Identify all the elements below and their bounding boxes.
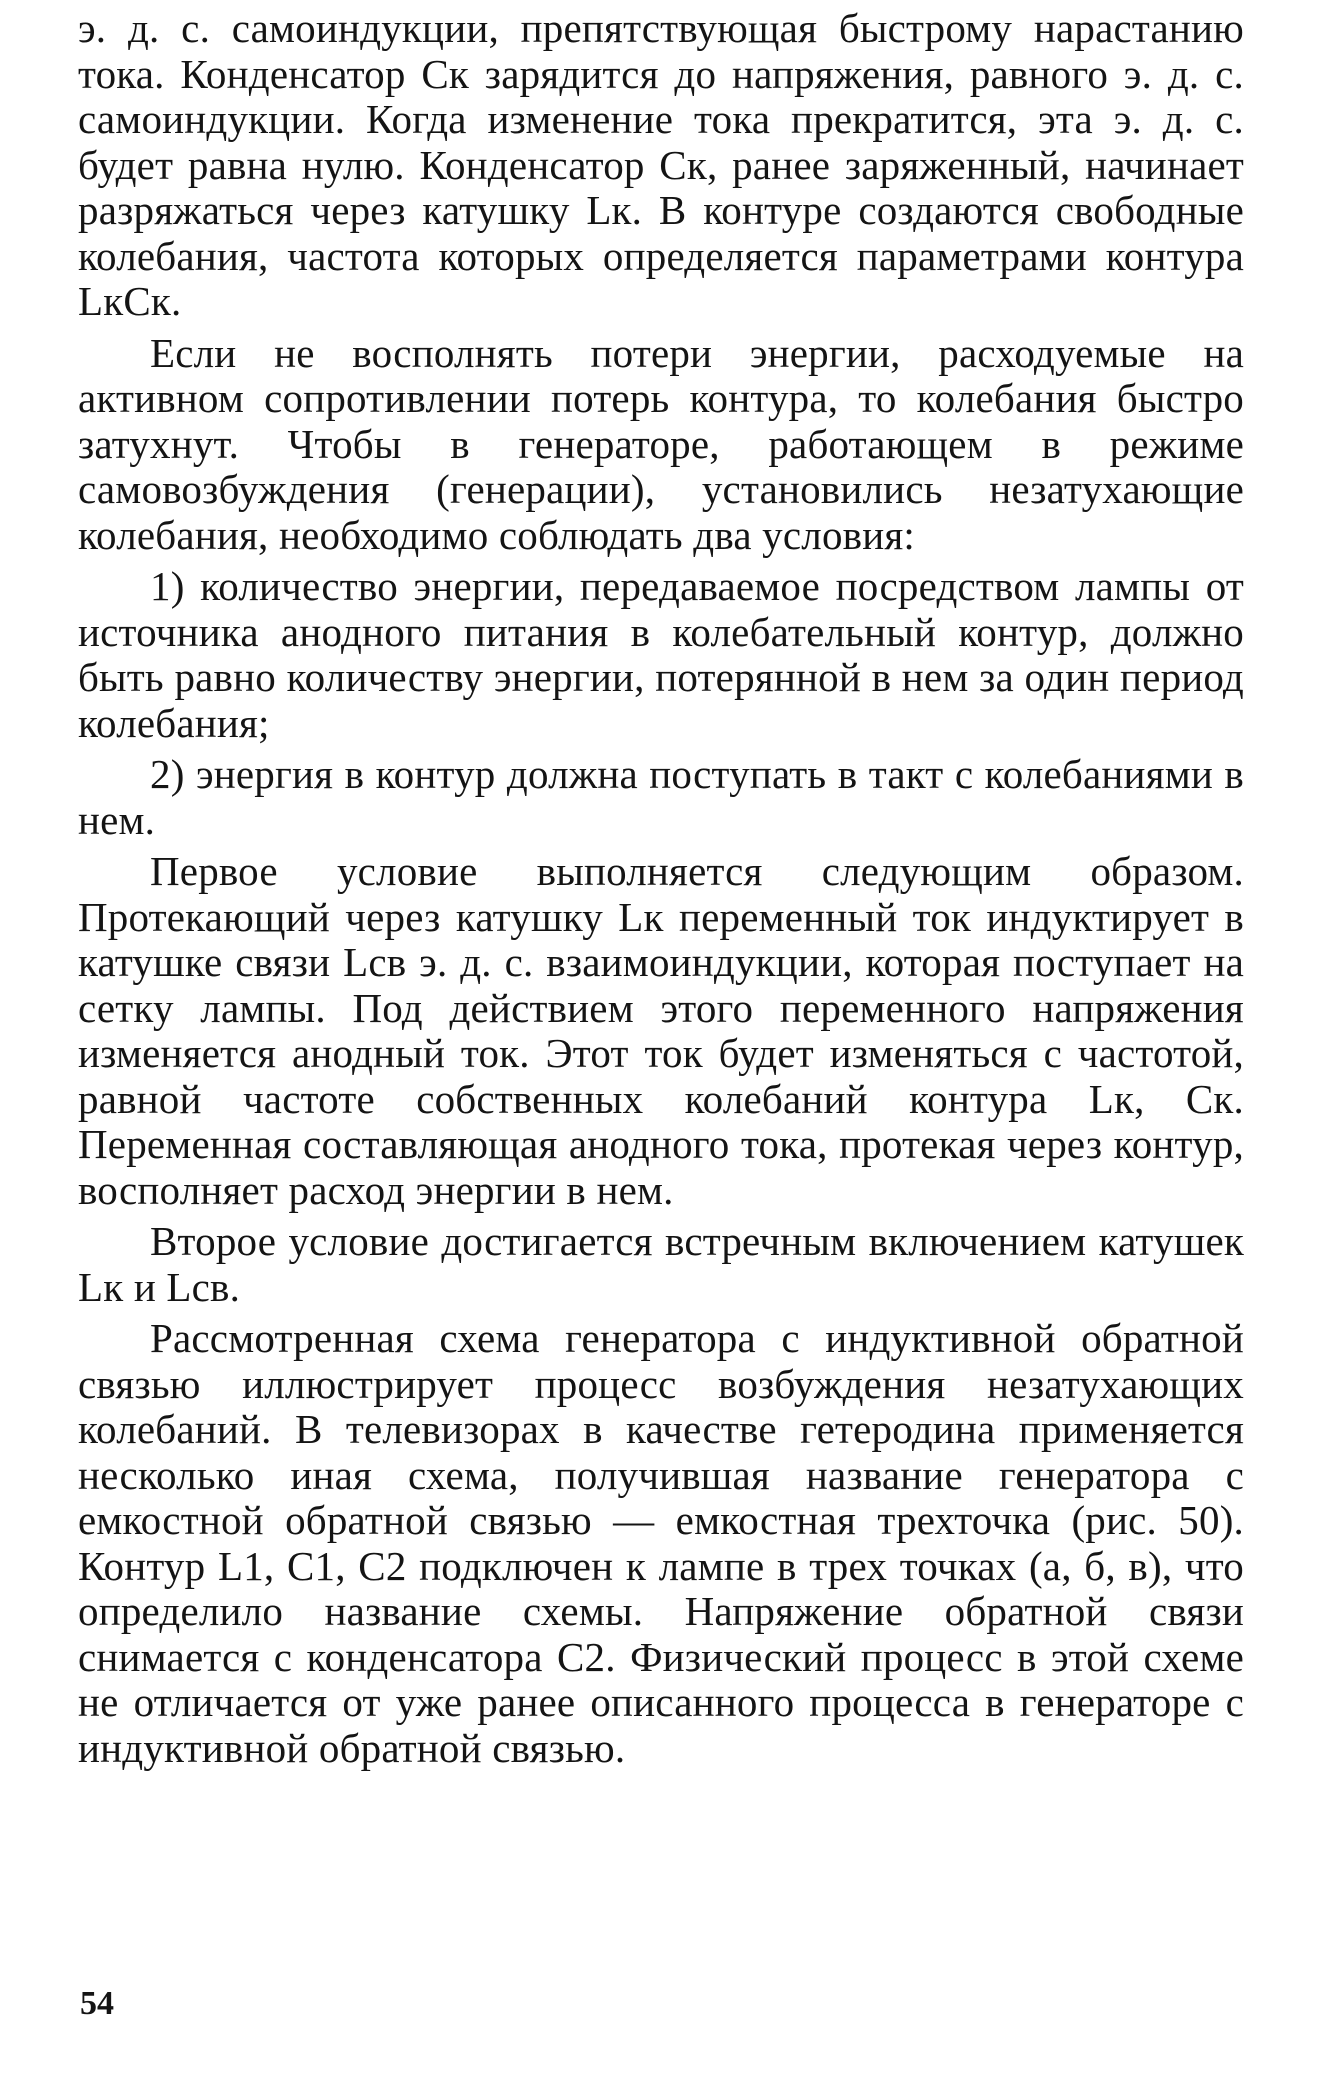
paragraph-second-condition: Второе условие достигается встречным включением катушек Lк и Lсв. [78,1218,1244,1310]
paragraph-continuation: э. д. с. самоиндукции, препятствующая быстрому нарастанию тока. Конденсатор Cк зарядится до напряжения, равного э. д. с. самоиндукции. Когда изменение тока прекратится, эта э. д. с. будет равна нулю. Конденсатор Cк, ранее заряженный, начинает разряжаться через катушку Lк. В контуре создаются свободные колебания, частота которых определяется параметрами контура LкCк. [78,5,1244,324]
page-number: 54 [80,1985,114,2022]
paragraph-energy-losses: Если не восполнять потери энергии, расходуемые на активном сопротивлении потерь контура, то колебания быстро затухнут. Чтобы в генераторе, работающем в режиме самовозбуждения (генерации), установились незатухающие колебания, необходимо соблюдать два условия: [78,329,1244,558]
condition-item-1: 1) количество энергии, передаваемое посредством лампы от источника анодного питания в колебательный контур, должно быть равно количеству энергии, потерянной в нем за один период колебания; [78,563,1244,746]
paragraph-first-condition: Первое условие выполняется следующим образом. Протекающий через катушку Lк переменный ток индуктирует в катушке связи Lсв э. д. с. взаимоиндукции, которая поступает на сетку лампы. Под действием этого переменного напряжения изменяется анодный ток. Этот ток будет изменяться с частотой, равной частоте собственных колебаний контура Lк, Cк. Переменная составляющая анодного тока, протекая через контур, восполняет расход энергии в нем. [78,848,1244,1213]
page-body [78,6,1244,1777]
condition-item-2: 2) энергия в контур должна поступать в такт с колебаниями в нем. [78,751,1244,843]
paragraph-capacitive-feedback: Рассмотренная схема генератора с индуктивной обратной связью иллюстрирует процесс возбуждения незатухающих колебаний. В телевизорах в качестве гетеродина применяется несколько иная схема, получившая название генератора с емкостной обратной связью — емкостная трехточка (рис. 50). Контур L1, C1, C2 подключен к лампе в трех точках (а, б, в), что определило название схемы. Напряжение обратной связи снимается с конденсатора C2. Физический процесс в этой схеме не отличается от уже ранее описанного процесса в генераторе с индуктивной обратной связью. [78,1315,1244,1771]
